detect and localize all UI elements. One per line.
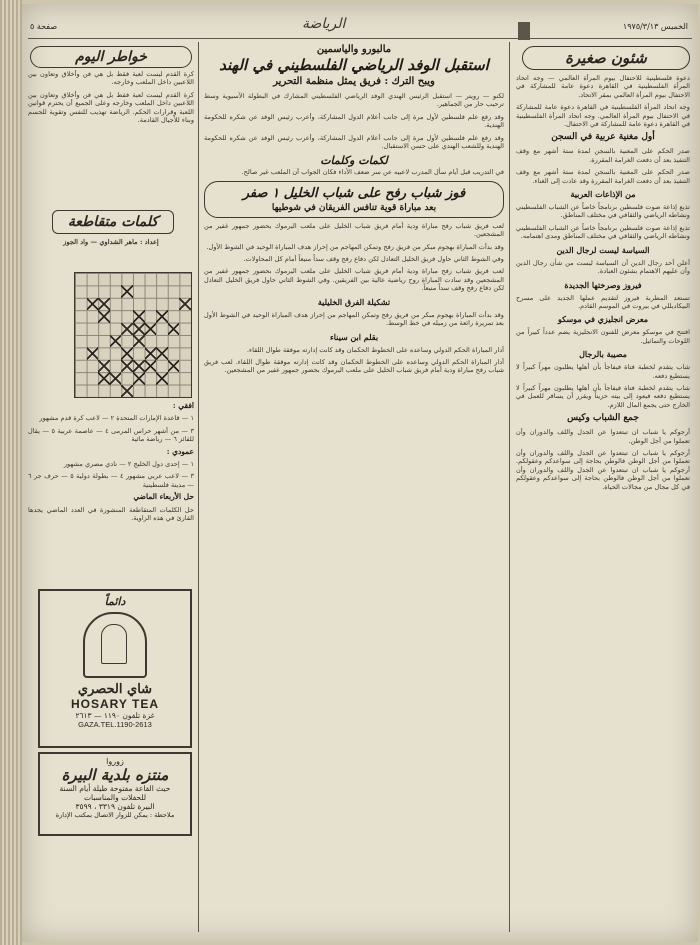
- clue-text: ٣ — من أشهر حراس المرمى ٤ — عاصمة عربية ٥ — يقال للفائز ٦ — رياضة مائية: [28, 426, 194, 444]
- article-body: [204, 92, 504, 150]
- article-text: أرجوكم يا شباب ان تبتعدوا عن الجدل واللف والدوران وأن تعملوا من أجل الوطن فالوطن بحاجة إلى سواعدكم وعقولكم. أرجوكم يا شباب ان تبتعدوا عن الجدل واللف والدوران وأن تعملوا من أجل الوطن فالوطن بحاجة إلى سواعدكم وعقولكم في كل مجال من مجالات الحياة.: [516, 448, 690, 491]
- article-text: أعلن أحد رجال الدين أن السياسة ليست من شأن رجال الدين وأن عليهم الاهتمام بشئون العبادة.: [516, 258, 690, 276]
- section-name: الرياضة: [302, 16, 346, 32]
- article-text: أرجوكم يا شباب ان تبتعدوا عن الجدل واللف والدوران وأن تعملوا من أجل الوطن.: [516, 428, 690, 445]
- crossword-shaded-cell: [145, 347, 157, 359]
- article-text: صدر الحكم على المغنية بالسجن لمدة ستة أشهر مع وقف التنفيذ بعد أن دفعت الغرامة المقررة وقد عادت إلى الغناء.: [516, 168, 690, 185]
- article-text: دعوة فلسطينية للاحتفال بيوم المرأة العالمي — وجه اتحاد المرأة الفلسطينية في القاهرة دعوة عامة للمشاركة في الاحتفال بيوم المرأة العالمي بمقر الاتحاد.: [516, 74, 690, 99]
- crossword-shaded-cell: [168, 323, 180, 335]
- crossword-shaded-cell: [87, 347, 99, 359]
- crossword-shaded-cell: [110, 335, 122, 347]
- crossword-shaded-cell: [110, 372, 122, 384]
- clue-label: عمودي :: [166, 446, 194, 456]
- crossword-shaded-cell: [168, 360, 180, 372]
- subheading: تشكيلة الفرق الخليلية: [317, 296, 391, 307]
- solution-label: حل الأربعاء الماضي: [133, 492, 194, 502]
- hosary-tea-ad: [38, 589, 192, 748]
- subheading: السياسة ليست لرجال الدين: [556, 244, 650, 255]
- main-subhead: ويبح الترك : فريق يمثل منظمة التحرير: [273, 76, 435, 87]
- crossword-shaded-cell: [98, 372, 110, 384]
- subheading: معرض انجليزي في موسكو: [557, 314, 649, 325]
- clue-text: ١ — إحدى دول الخليج ٢ — نادي مصري مشهور: [63, 460, 194, 469]
- crossword-shaded-cell: [145, 323, 157, 335]
- article-text: لعب فريق شباب رفح مباراة ودية أمام فريق شباب الخليل على ملعب اليرموك بحضور جمهور غفير من المشجعين وقد سادت المباراة روح رياضية عالية بين الفريقين. وفي الشوط الثاني حاول فريق الخليل التعادل لكن دفاع رفح وقف سداً منيعاً.: [204, 267, 504, 293]
- ad-tagline: دائماً: [104, 595, 126, 608]
- second-subhead: بعد مباراة قوية تنافس الفريقان في شوطيها: [271, 202, 437, 213]
- clue-text: ١ — قاعدة الإمارات المتحدة ٢ — لاعب كرة قدم مشهور: [39, 414, 194, 423]
- crossword-shaded-cell: [121, 323, 133, 335]
- column-title-box: خواطر اليوم: [30, 46, 192, 68]
- article-text: افتتح في موسكو معرض للفنون الانجليزية يضم عدداً كبيراً من اللوحات والتماثيل.: [516, 328, 690, 345]
- article-text: كرة القدم ليست لعبة فقط بل هي فن وأخلاق وتعاون بين اللاعبين داخل الملعب وخارجه وعلى الجميع أن يحترم قوانين اللعبة وقرارات الحكم. الرياضة تهذيب للنفس وتقوية للجسم وبناء للأجيال القادمة.: [28, 90, 194, 125]
- subheading: فيروز وصرختها الجديدة: [564, 279, 642, 290]
- column-title-box: شئون صغيرة: [522, 46, 690, 70]
- crossword-shaded-cell: [121, 347, 133, 359]
- park-note: ملاحظة : يمكن للزوار الاتصال بمكتب الإدارة: [55, 811, 175, 819]
- masthead: [22, 12, 698, 36]
- tea-phone-ar: غزة تلفون ١١٩٠ — ٢٦١٣: [75, 711, 155, 720]
- newspaper-page: [22, 4, 698, 942]
- ad-tagline: زوروا: [106, 757, 124, 766]
- crossword-title: كلمات متقاطعة: [52, 210, 174, 234]
- main-headline: استقبل الوفد الرياضي الفلسطيني في الهند: [219, 56, 489, 74]
- subheading: بقلم ابن سيناء: [329, 331, 379, 342]
- subheading: مصيبة بالرجال: [579, 349, 627, 360]
- article-text: وفي الشوط الثاني حاول فريق الخليل التعادل لكن دفاع رفح وقف سداً منيعاً أمام كل المحاولات.: [243, 255, 504, 264]
- article-text: تستعد المطربة فيروز لتقديم عملها الجديد على مسرح البيكاديللي في بيروت في الموسم القادم.: [516, 293, 690, 310]
- article-text: أدار المباراة الحكم الدولي وساعده على الخطوط الحكمان وقد كانت إدارته موفقة طوال اللقاء.: [246, 345, 504, 354]
- tea-logo-inner: [101, 624, 127, 664]
- issue-date: الخميس ١٩٧٥/٣/١٣: [622, 22, 688, 31]
- tea-logo: [83, 612, 147, 678]
- article-text: وقد بدأت المباراة بهجوم مبكر من فريق رفح وتمكن المهاجم من إحراز هدف المباراة الوحيد في الشوط الأول.: [206, 242, 504, 251]
- crossword-author: إعداد : ماهر الشداوي — واد الجوز: [63, 238, 159, 246]
- crossword-shaded-cell: [145, 360, 157, 372]
- article-text: وقد رفع علم فلسطين لأول مرة إلى جانب أعلام الدول المشاركة، وأعرب رئيس الوفد عن شكره للحكومة الهندية وللشعب الهندي على حسن الاستقبال.: [204, 133, 504, 151]
- park-line: حيث القاعة مفتوحة طيلة أيام السنة: [59, 784, 171, 793]
- subheading: من الإذاعات العربية: [570, 189, 636, 200]
- headline-box: [204, 181, 504, 218]
- crossword-shaded-cell: [133, 372, 145, 384]
- right-column: [516, 74, 690, 934]
- crossword-shaded-cell: [121, 360, 133, 372]
- crossword-shaded-cell: [87, 298, 99, 310]
- article-text: صدر الحكم على المغنية بالسجن لمدة ستة أشهر مع وقف التنفيذ بعد أن دفعت الغرامة المقررة.: [516, 147, 690, 164]
- crossword-shaded-cell: [121, 285, 133, 297]
- crossword-shaded-cell: [133, 323, 145, 335]
- crossword-shaded-cell: [156, 310, 168, 322]
- article-text: وقد رفع علم فلسطين لأول مرة إلى جانب أعلام الدول المشاركة، وأعرب رئيس الوفد عن شكره للحكومة الهندية.: [204, 112, 504, 130]
- article-text: أدار المباراة الحكم الدولي وساعده على الخطوط الحكمان وقد كانت إدارته موفقة طوال اللقاء. لعب فريق شباب رفح مباراة ودية أمام فريق شباب الخليل على ملعب اليرموك بحضور جمهور غفير من المشجعين.: [204, 357, 504, 375]
- crossword-shaded-cell: [98, 360, 110, 372]
- article-body: [204, 222, 504, 375]
- article-text: لكنو — رويتر — استقبل الرئيس الهندي الوفد الرياضي الفلسطيني المشارك في البطولة الآسيوية وسط ترحيب حار من الجماهير.: [204, 92, 504, 109]
- article-text: تذيع إذاعة صوت فلسطين برنامجاً خاصاً عن الشباب الفلسطيني ونشاطه الرياضي والثقافي في مختلف المناطق.: [516, 203, 690, 220]
- page-number: صفحة ٥: [30, 22, 58, 31]
- clue-text: ٣ — لاعب عربي مشهور ٤ — بطولة دولية ٥ — حرف جر ٦ — مدينة فلسطينية: [28, 472, 194, 489]
- crossword-shaded-cell: [121, 385, 133, 397]
- park-title: منتزه بلدية البيرة: [61, 766, 169, 784]
- article-text: وجه اتحاد المرأة الفلسطينية في القاهرة دعوة عامة للمشاركة في الاحتفال بيوم المرأة العالمي. وجه اتحاد المرأة الفلسطينية في القاهرة دعوة عامة للمشاركة في الاحتفال.: [516, 103, 690, 129]
- left-column-top: [28, 70, 194, 200]
- article-text: كرة القدم ليست لعبة فقط بل هي فن وأخلاق وتعاون بين اللاعبين داخل الملعب وخارجه.: [28, 70, 194, 87]
- crossword-shaded-cell: [156, 372, 168, 384]
- article-text: لعب فريق شباب رفح مباراة ودية أمام فريق شباب الخليل على ملعب اليرموك بحضور جمهور غفير من المشجعين.: [204, 221, 504, 239]
- crossword-shaded-cell: [133, 310, 145, 322]
- crossword-shaded-cell: [179, 298, 191, 310]
- page-binding-edge: [0, 0, 22, 945]
- crossword-shaded-cell: [156, 347, 168, 359]
- article-text: وقد بدأت المباراة بهجوم مبكر من فريق رفح وتمكن المهاجم من إحراز هدف المباراة الوحيد في الشوط الأول بعد تمريرة رائعة من زميله في خط الوسط.: [204, 310, 504, 328]
- tea-name-ar: شاي الحصري: [77, 682, 153, 697]
- masthead-rule: [28, 38, 692, 39]
- park-phone: البيرة تلفون ٣٣١٩ ، ٣٥٩٩: [75, 802, 155, 811]
- article-text: تذيع إذاعة صوت فلسطين برنامجاً خاصاً عن الشباب الفلسطيني ونشاطه الرياضي والثقافي في مختلف المناطق ومدى اهتمامه.: [516, 223, 690, 241]
- tea-name-en: HOSARY TEA: [70, 697, 159, 711]
- article-text: شاب يتقدم لخطبة فتاة فيفاجأ بأن أهلها يطلبون مهراً كبيراً لا يستطيع دفعه فيعود إلى بيته حزيناً ويقرر أن يسافر للعمل في الخارج حتى يجمع المال اللازم.: [516, 383, 690, 409]
- crossword-grid[interactable]: [74, 272, 192, 398]
- subheading: جمع الشباب وكيس: [567, 413, 639, 424]
- article-body: [204, 168, 504, 176]
- column-rule: [509, 42, 510, 932]
- albireh-park-ad: [38, 752, 192, 836]
- article-text: شاب يتقدم لخطبة فتاة فيفاجأ بأن أهلها يطلبون مهراً كبيراً لا يستطيع دفعه.: [516, 363, 690, 380]
- crossword-clues: [28, 402, 194, 572]
- headline-kicker: مالبورو والياسمين: [316, 44, 392, 55]
- clue-label: أفقي :: [172, 402, 194, 410]
- tea-phone-en: GAZA.TEL.1190-2613: [78, 720, 152, 729]
- column-rule: [198, 42, 199, 932]
- subheading: أول مغنية عربية في السجن: [551, 132, 655, 143]
- center-column: [204, 44, 504, 934]
- solution-text: حل الكلمات المتقاطعة المنشورة في العدد الماضي يجدها القارئ في هذه الزاوية.: [28, 505, 194, 523]
- article-text: في التدريب قبل أيام سأل المدرب لاعبيه عن سر ضعف الأداء فكان الجواب أن الملعب غير صالح.: [241, 168, 504, 177]
- crossword-shaded-cell: [133, 360, 145, 372]
- crossword-shaded-cell: [98, 298, 110, 310]
- second-headline: فوز شباب رفح على شباب الخليل ١ صفر: [242, 185, 466, 201]
- crossword-shaded-cell: [98, 310, 110, 322]
- park-line: للحفلات والمناسبات: [83, 793, 147, 802]
- subheading: لكمات وكلمات: [320, 154, 388, 168]
- crossword-shaded-cell: [133, 335, 145, 347]
